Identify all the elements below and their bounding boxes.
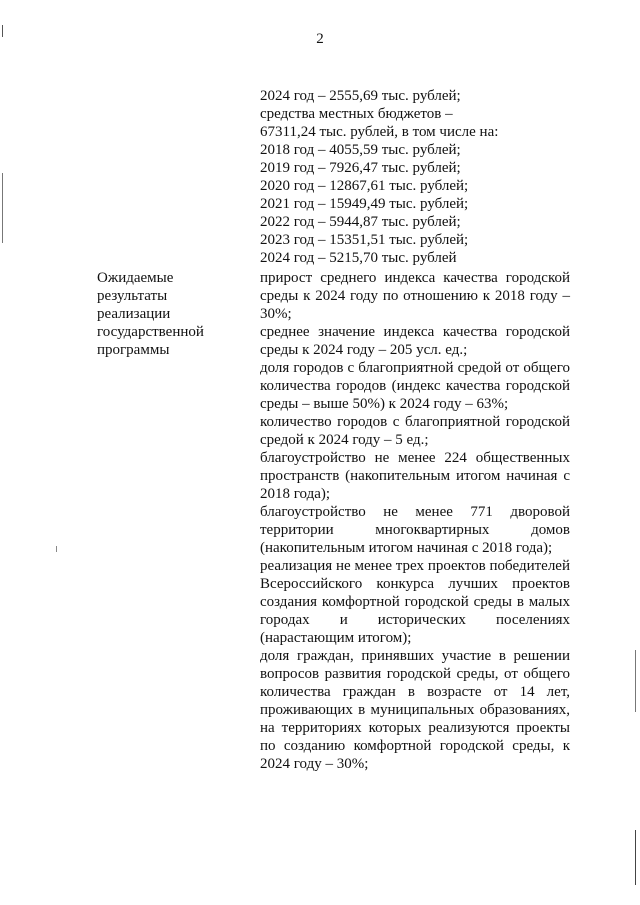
result-item: доля граждан, принявших участие в решении вопросов развития городской среды, от общего количества граждан в возрасте от 14 лет, проживающих в муниципальных образованиях, на территориях которых реализуются проекты по созданию комфортной городской среды, к 2024 году – 30%; (260, 648, 570, 772)
funding-line: 2020 год – 12867,61 тыс. рублей; (260, 178, 469, 194)
funding-breakdown (260, 87, 570, 267)
result-item: количество городов с благоприятной городской средой к 2024 году – 5 ед.; (260, 414, 570, 448)
funding-line: 2019 год – 7926,47 тыс. рублей; (260, 160, 461, 176)
funding-line: 2022 год – 5944,87 тыс. рублей; (260, 214, 461, 230)
funding-line: 2024 год – 5215,70 тыс. рублей (260, 250, 457, 266)
expected-results-label (97, 269, 237, 359)
scan-edge-mark (635, 650, 636, 712)
result-item: реализация не менее трех проектов победителей Всероссийского конкурса лучших проектов создания комфортной городской среды в малых городах и исторических поселениях (нарастающим итогом); (260, 558, 570, 646)
page-number: 2 (316, 31, 324, 47)
result-item: прирост среднего индекса качества городской среды к 2024 году по отношению к 2018 году – 30%; (260, 270, 570, 322)
expected-results-list (260, 269, 570, 773)
label-line: Ожидаемые (97, 270, 174, 286)
scan-edge-mark (635, 830, 636, 885)
funding-line: 2023 год – 15351,51 тыс. рублей; (260, 232, 469, 248)
label-line: государственной (97, 324, 204, 340)
scan-edge-mark (2, 173, 3, 243)
label-line: результаты (97, 288, 168, 304)
funding-line: 2018 год – 4055,59 тыс. рублей; (260, 142, 461, 158)
funding-line: 67311,24 тыс. рублей, в том числе на: (260, 124, 499, 140)
result-item: доля городов с благоприятной средой от общего количества городов (индекс качества городской среды – выше 50%) к 2024 году – 63%; (260, 360, 570, 412)
result-item: среднее значение индекса качества городской среды к 2024 году – 205 усл. ед.; (260, 324, 570, 358)
label-line: реализации (97, 306, 171, 322)
result-item: благоустройство не менее 224 общественных пространств (накопительным итогом начиная с 2018 года); (260, 450, 570, 502)
scan-speck (56, 546, 57, 552)
funding-line: 2024 год – 2555,69 тыс. рублей; (260, 88, 461, 104)
result-item: благоустройство не менее 771 дворовой территории многоквартирных домов (накопительным итогом начиная с 2018 года); (260, 504, 570, 556)
funding-line: 2021 год – 15949,49 тыс. рублей; (260, 196, 469, 212)
funding-line: средства местных бюджетов – (260, 106, 453, 122)
label-line: программы (97, 342, 170, 358)
